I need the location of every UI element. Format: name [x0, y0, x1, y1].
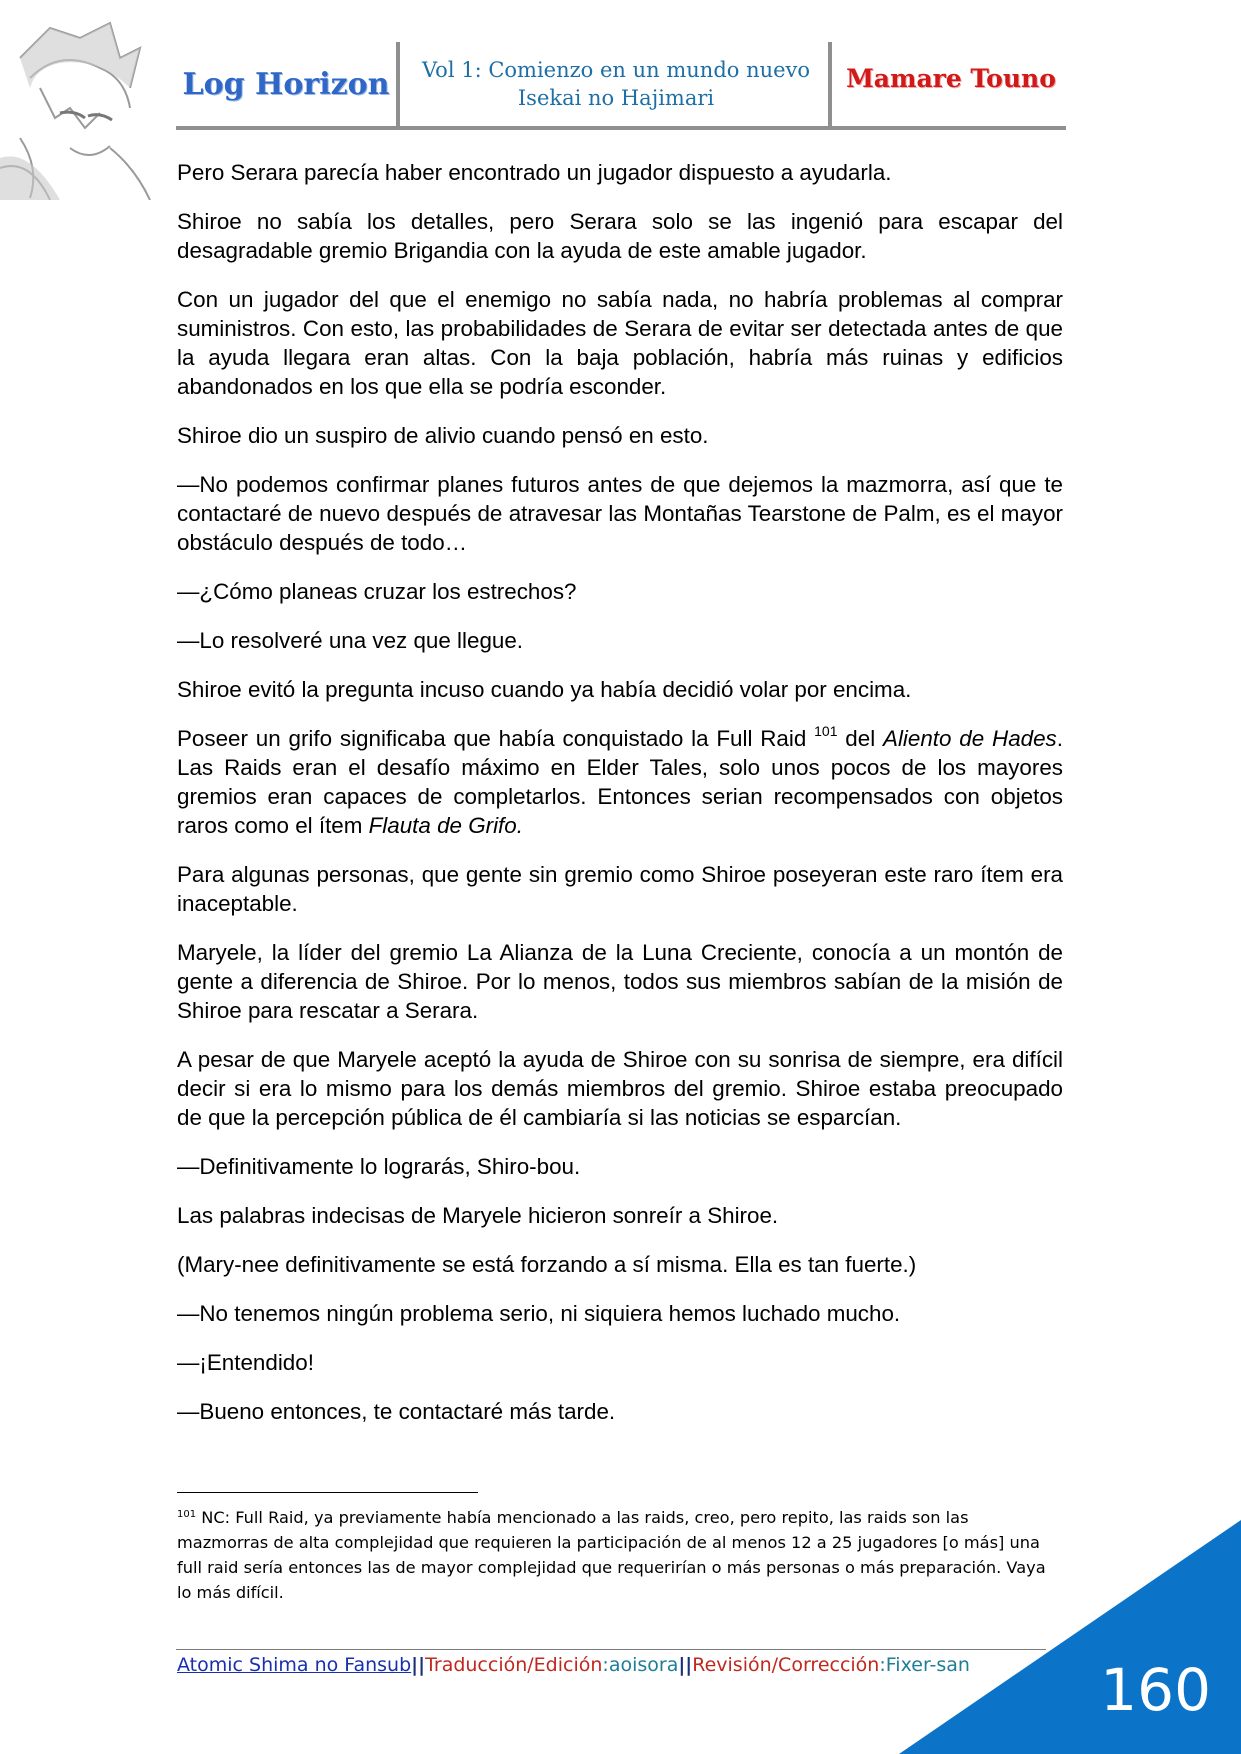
paragraph: —Lo resolveré una vez que llegue. [177, 628, 524, 653]
paragraph: —Definitivamente lo lograrás, Shiro-bou. [177, 1154, 581, 1179]
page-footer [177, 1654, 970, 1676]
paragraph: —¡Entendido! [177, 1350, 314, 1375]
character-avatar [0, 18, 160, 200]
page-header [176, 42, 1066, 128]
text-run: . Las Raids eran el desafío máximo en Elder Tales, solo unos pocos de los mayores gremios eran capaces de completarlos. Entonces serian recompensados con objetos raros como el ítem [177, 726, 1063, 838]
fansub-link[interactable]: Atomic Shima no Fansub [177, 1654, 412, 1676]
paragraph: A pesar de que Maryele aceptó la ayuda de Shiroe con su sonrisa de siempre, era difícil decir si era lo mismo para los demás miembros del gremio. Shiroe estaba preocupado de que la percepción pública de él cambiaría si las noticias se esparcían. [177, 1047, 1063, 1130]
volume-title-line2: Isekai no Hajimari [517, 86, 715, 110]
text-run: del [837, 726, 884, 751]
volume-title-line1: Vol 1: Comienzo en un mundo nuevo [421, 58, 811, 82]
footnote-text: NC: Full Raid, ya previamente había mencionado a las raids, creo, pero repito, las raids son las mazmorras de alta complejidad que requieren la participación de al menos 12 a 25 jugadores [o más] una full raid sería entonces las de mayor complejidad que requerirían o más personas o más preparación. Vaya lo más difícil. [177, 1508, 1046, 1602]
italic-item: Flauta de Grifo. [368, 813, 523, 838]
paragraph: —No tenemos ningún problema serio, ni siquiera hemos luchado mucho. [177, 1301, 901, 1326]
paragraph: —¿Cómo planeas cruzar los estrechos? [177, 579, 577, 604]
body-text [177, 158, 1063, 1446]
paragraph [177, 724, 1063, 840]
header-rule [176, 126, 1066, 130]
text-run: Poseer un grifo significaba que había conquistado la Full Raid [177, 726, 815, 751]
paragraph: Las palabras indecisas de Maryele hicieron sonreír a Shiroe. [177, 1203, 779, 1228]
header-divider [828, 42, 832, 126]
footnote-rule [177, 1492, 478, 1493]
paragraph: Maryele, la líder del gremio La Alianza de la Luna Creciente, conocía a un montón de gente a diferencia de Shiroe. Por lo menos, todos sus miembros sabían de la misión de Shiroe para rescatar a Serara. [177, 940, 1063, 1023]
paragraph: Pero Serara parecía haber encontrado un jugador dispuesto a ayudarla. [177, 160, 892, 185]
footer-colon: : [602, 1654, 609, 1676]
header-divider [396, 42, 400, 126]
series-title: Log Horizon [182, 66, 390, 102]
footer-separator: || [678, 1654, 693, 1676]
translator-name: aoisora [608, 1654, 679, 1676]
footnote-marker: 101 [177, 1509, 197, 1520]
revision-label: Revisión/Corrección [692, 1654, 880, 1676]
paragraph: Shiroe no sabía los detalles, pero Serara solo se las ingenió para escapar del desagradable gremio Brigandia con la ayuda de este amable jugador. [177, 209, 1063, 263]
footer-separator: || [411, 1654, 426, 1676]
author-name: Mamare Touno [846, 63, 1056, 93]
italic-title: Aliento de Hades [883, 726, 1057, 751]
paragraph: Shiroe dio un suspiro de alivio cuando pensó en esto. [177, 423, 709, 448]
footer-colon: : [879, 1654, 886, 1676]
paragraph: —Bueno entonces, te contactaré más tarde. [177, 1399, 616, 1424]
paragraph: Con un jugador del que el enemigo no sabía nada, no habría problemas al comprar suministros. Con esto, las probabilidades de Serara de evitar ser detectada antes de que la ayuda llegara eran altas. Con la baja población, habría más ruinas y edificios abandonados en los que ella se podría esconder. [177, 287, 1063, 399]
translation-label: Traducción/Edición [425, 1654, 603, 1676]
paragraph: —No podemos confirmar planes futuros antes de que dejemos la mazmorra, así que te contactaré de nuevo después de atravesar las Montañas Tearstone de Palm, es el mayor obstáculo después de todo… [177, 472, 1063, 555]
reviser-name: Fixer-san [885, 1654, 970, 1676]
volume-title [402, 42, 830, 126]
page-number: 160 [1100, 1656, 1211, 1724]
footnote-ref[interactable]: 101 [814, 723, 838, 739]
paragraph: Shiroe evitó la pregunta incuso cuando ya había decidió volar por encima. [177, 677, 912, 702]
paragraph: (Mary-nee definitivamente se está forzando a sí misma. Ella es tan fuerte.) [177, 1252, 917, 1277]
paragraph: Para algunas personas, que gente sin gremio como Shiroe poseyeran este raro ítem era inaceptable. [177, 862, 1063, 916]
